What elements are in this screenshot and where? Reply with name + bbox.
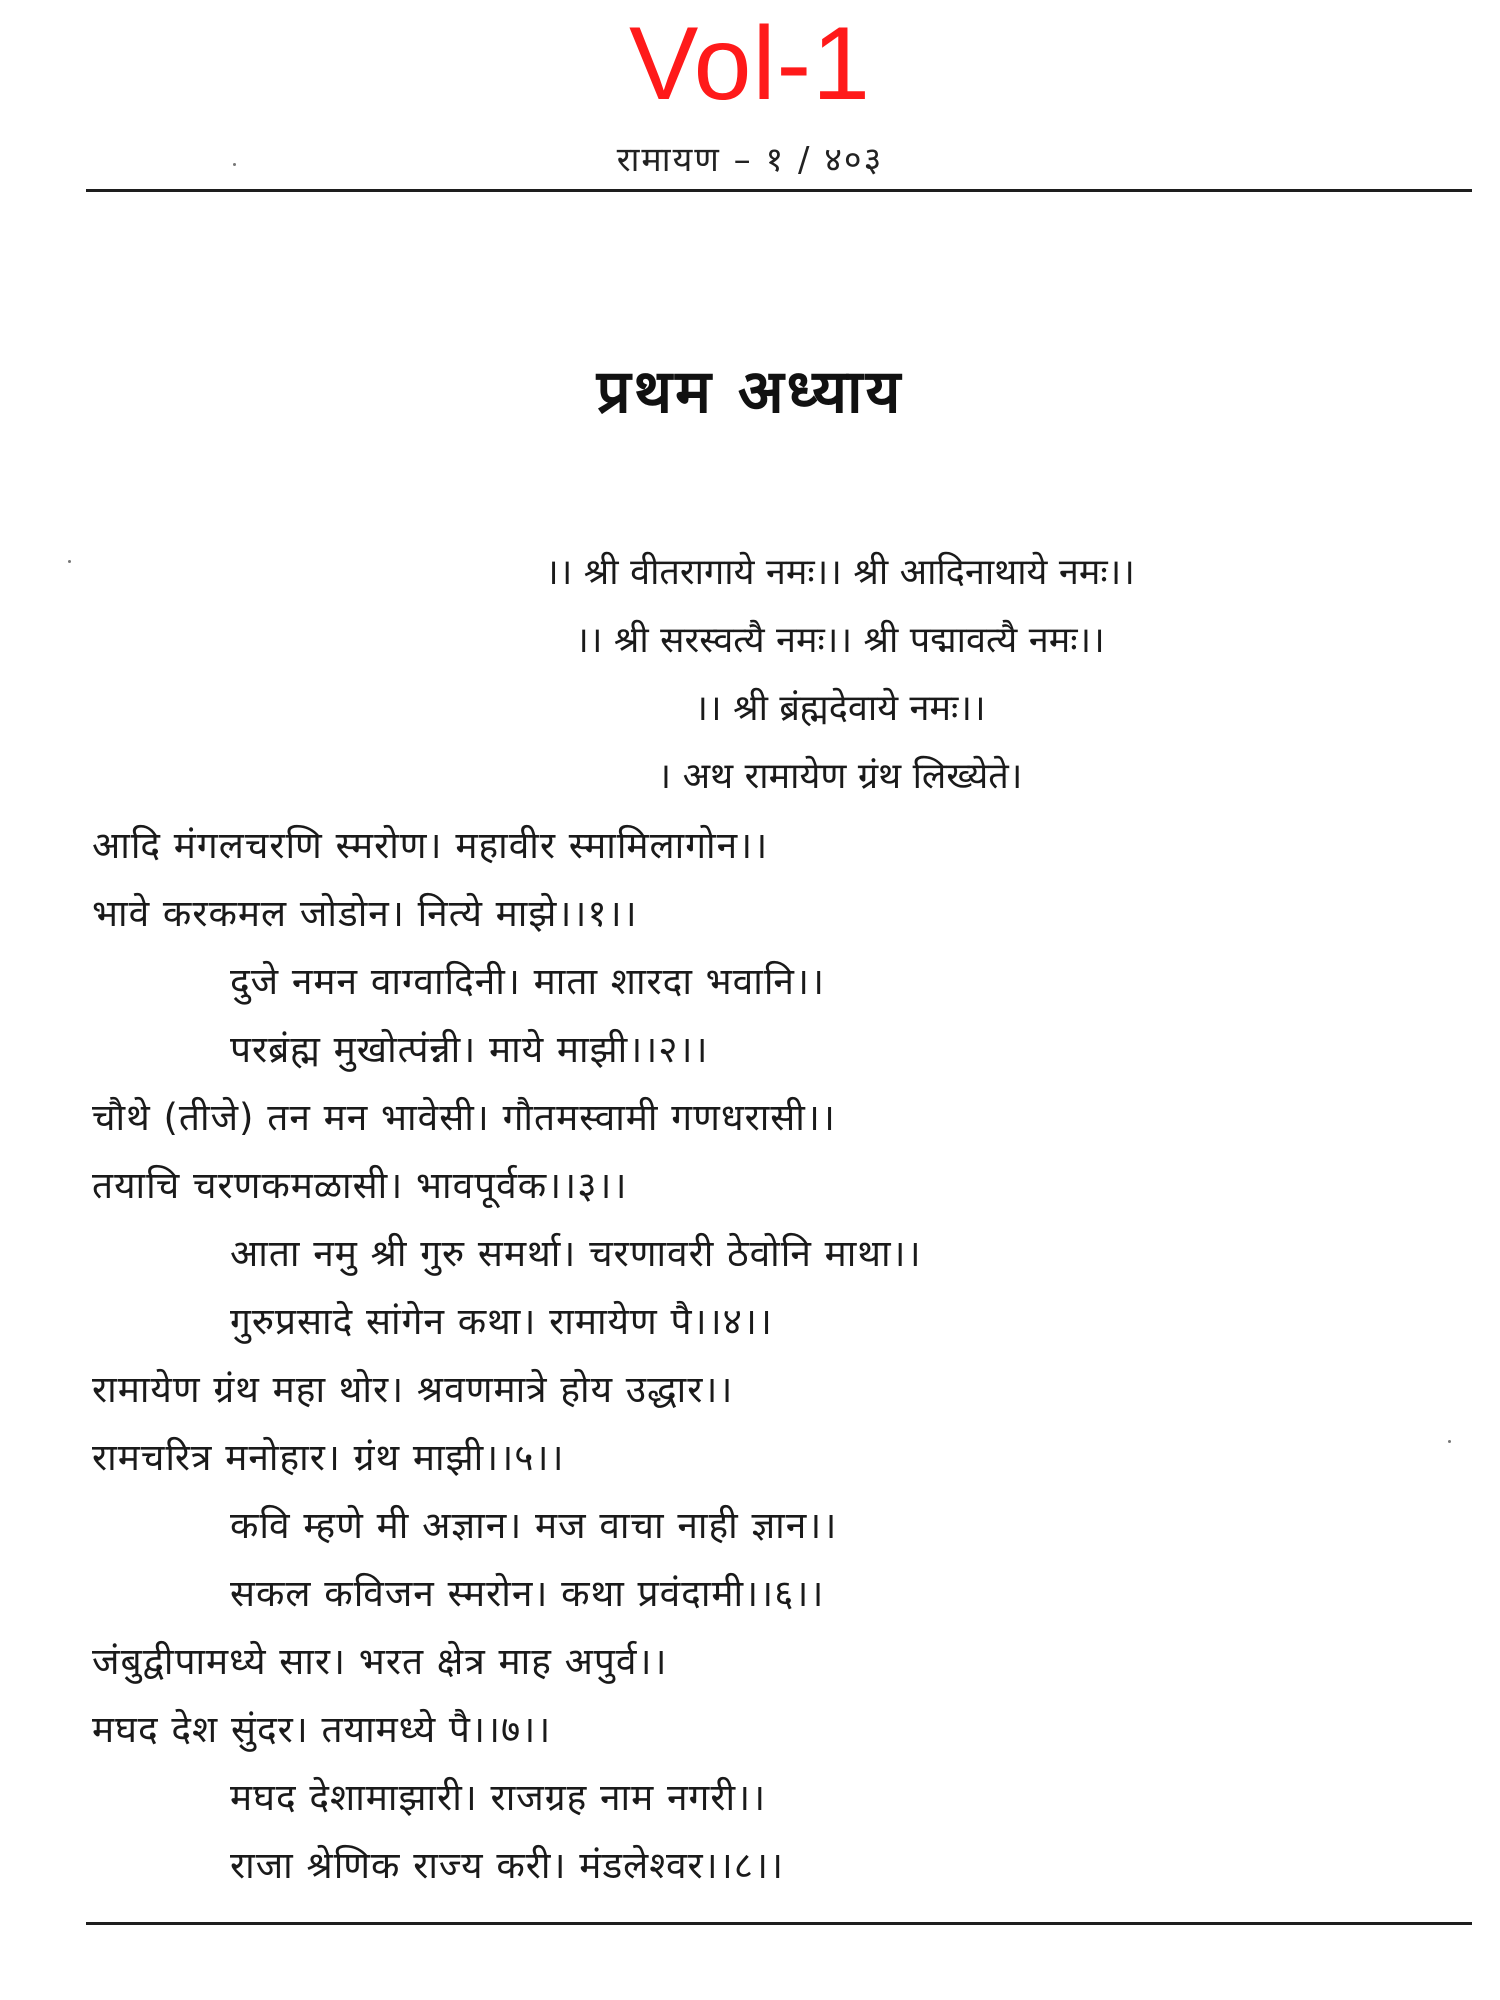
verse-line: सकल कविजन स्मरोन। कथा प्रवंदामी।।६।। [230,1572,825,1615]
verse-line: गुरुप्रसादे सांगेन कथा। रामायेण पै।।४।। [230,1300,773,1343]
invocation-line: ।। श्री ब्रंह्मदेवाये नमः।। [694,688,986,729]
chapter-title: प्रथम अध्याय [596,357,904,427]
verse-line: दुजे नमन वाग्वादिनी। माता शारदा भवानि।। [230,960,825,1003]
verse-line: जंबुद्वीपामध्ये सार। भरत क्षेत्र माह अपुर्व।। [92,1640,668,1683]
invocation-line: ।। श्री सरस्वत्यै नमः।। श्री पद्मावत्यै नमः।। [575,620,1105,661]
verse-line: परब्रंह्म मुखोत्पंन्नी। माये माझी।।२।। [230,1028,709,1071]
header-rule [86,189,1472,192]
verse-line: रामचरित्र मनोहार। ग्रंथ माझी।।५।। [92,1436,565,1479]
verse-line: रामायेण ग्रंथ महा थोर। श्रवणमात्रे होय उद्धार।। [92,1368,734,1411]
verse-line: तयाचि चरणकमळासी। भावपूर्वक।।३।। [92,1164,628,1207]
running-head: रामायण – १ / ४०३ [616,140,884,180]
verse-line: आता नमु श्री गुरु समर्था। चरणावरी ठेवोनि माथा।। [230,1232,922,1275]
verse-line: मघद देशामाझारी। राजग्रह नाम नगरी।। [230,1776,767,1819]
invocation-line: । अथ रामायेण ग्रंथ लिख्येते। [657,756,1023,797]
scan-speck [233,163,236,166]
verse-line: भावे करकमल जोडोन। नित्ये माझे।।१।। [92,892,638,935]
volume-label: Vol-1 [628,6,872,122]
verse-line: मघद देश सुंदर। तयामध्ये पै।।७।। [92,1708,552,1751]
footer-rule [86,1922,1472,1925]
invocation-line: ।। श्री वीतरागाये नमः।। श्री आदिनाथाये नमः।। [545,552,1135,593]
scan-speck [1448,1440,1451,1443]
verse-line: चौथे (तीजे) तन मन भावेसी। गौतमस्वामी गणधरासी।। [92,1096,836,1139]
verse-line: राजा श्रेणिक राज्य करी। मंडलेश्वर।।८।। [230,1844,785,1887]
verse-line: कवि म्हणे मी अज्ञान। मज वाचा नाही ज्ञान।। [230,1504,838,1547]
verse-line: आदि मंगलचरणि स्मरोण। महावीर स्मामिलागोन।। [92,824,769,867]
